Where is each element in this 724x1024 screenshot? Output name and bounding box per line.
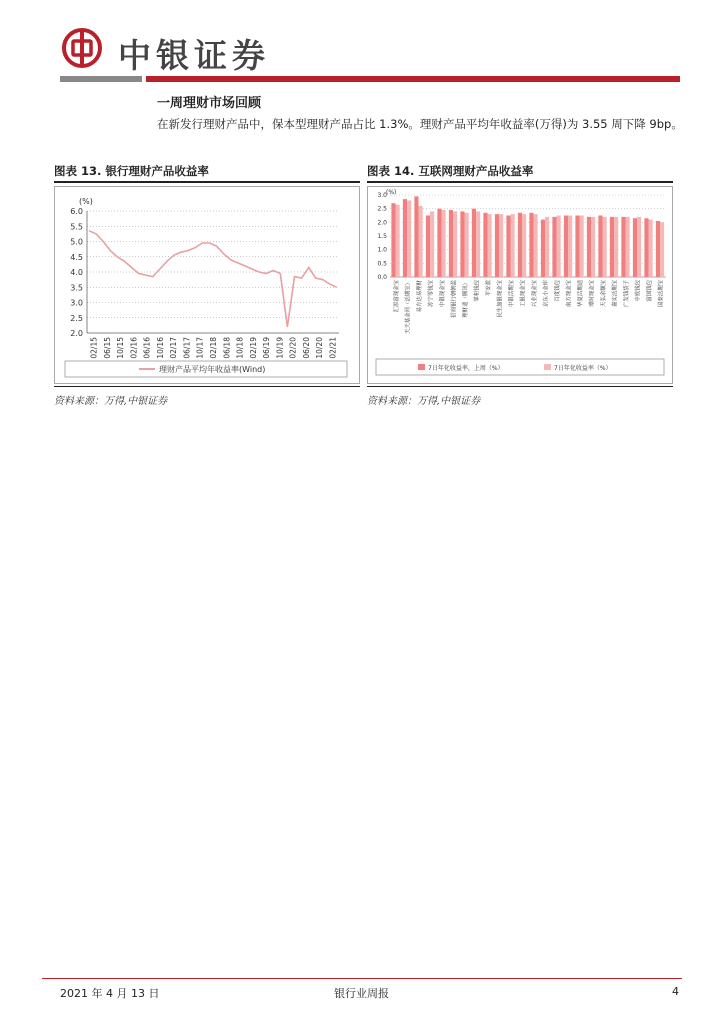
bank-of-china-logo-icon — [62, 28, 102, 68]
x-tick-label: 中银现金宝 — [439, 280, 446, 307]
x-tick-label: 02/18 — [209, 337, 218, 359]
bar — [637, 217, 641, 277]
x-tick-label: 苏宁零钱宝 — [428, 280, 435, 307]
x-tick-label: 华夏活期通 — [577, 280, 584, 307]
bar — [426, 216, 430, 278]
legend-swatch — [544, 364, 551, 370]
bar — [545, 217, 549, 277]
y-axis-unit-label: (%) — [386, 189, 397, 196]
footer-date: 2021 年 4 月 13 日 — [60, 987, 160, 1000]
bar — [541, 220, 545, 277]
x-tick-label: 10/18 — [235, 337, 245, 359]
y-tick-label: 4.5 — [70, 252, 83, 262]
bar — [407, 200, 411, 277]
x-tick-label: 06/16 — [142, 337, 152, 359]
bar — [472, 209, 476, 277]
x-tick-label: 理财通（腾讯） — [462, 280, 469, 318]
y-tick-label: 5.5 — [70, 222, 83, 232]
legend-label: 7日年化收益率（%） — [554, 365, 612, 372]
x-tick-label: 10/19 — [275, 337, 285, 359]
legend-label: 理财产品平均年收益率(Wind) — [159, 365, 266, 374]
series-line-rate — [89, 231, 337, 327]
bar — [403, 199, 407, 277]
legend-swatch — [418, 364, 425, 370]
footer-page-number: 4 — [672, 985, 679, 998]
figure-14-chart — [368, 187, 672, 383]
x-tick-label: 06/19 — [262, 337, 272, 359]
bar — [396, 205, 400, 277]
brand-name: 中银证券 — [118, 36, 270, 75]
y-tick-label: 3.0 — [70, 298, 83, 308]
bar — [587, 217, 591, 277]
header-rule-red — [146, 76, 680, 82]
y-tick-label: 0.5 — [377, 260, 387, 268]
x-tick-label: 中欧钱包 — [635, 280, 642, 302]
bar — [511, 214, 515, 277]
figure-14-source: 资料来源：万得,中银证券 — [367, 396, 481, 407]
bar — [476, 211, 480, 277]
y-tick-label: 3.5 — [70, 283, 83, 293]
bar — [626, 217, 630, 277]
bar — [495, 214, 499, 277]
figure-13-source: 资料来源：万得,中银证券 — [54, 396, 168, 407]
y-tick-label: 0.0 — [377, 274, 387, 281]
bar — [614, 217, 618, 277]
figure-14-title: 图表 14. 互联网理财产品收益率 — [367, 164, 534, 178]
bar — [649, 220, 653, 277]
y-tick-label: 6.0 — [70, 207, 83, 216]
x-tick-label: 10/20 — [315, 337, 325, 359]
header-rule-gray — [60, 76, 142, 82]
bar — [460, 211, 464, 277]
x-tick-label: 10/15 — [116, 337, 126, 359]
bar — [506, 216, 510, 278]
bar — [442, 210, 446, 277]
bar — [453, 211, 457, 277]
x-tick-label: 06/15 — [102, 337, 112, 359]
bar — [580, 216, 584, 278]
y-axis-unit-label: (%) — [79, 197, 93, 206]
figure-14-chart-frame — [367, 186, 673, 384]
legend-label: 7日年化收益率，上周（%） — [428, 365, 504, 372]
x-tick-label: 工银现金宝 — [520, 280, 527, 307]
bar — [557, 216, 561, 278]
bar — [522, 214, 526, 277]
bar — [591, 217, 595, 277]
figure-14-top-rule — [367, 181, 673, 183]
bar — [518, 213, 522, 277]
figure-14-bottom-rule — [367, 386, 673, 387]
bar — [430, 211, 434, 277]
x-tick-label: 02/15 — [89, 337, 99, 359]
x-tick-label: 京东小金库 — [543, 280, 550, 307]
bar — [488, 214, 492, 277]
bar — [499, 214, 503, 277]
y-tick-label: 2.5 — [70, 313, 83, 323]
x-tick-label: 百度钱包 — [554, 280, 561, 302]
x-tick-label: 06/17 — [182, 337, 192, 359]
footer-report-name: 银行业周报 — [334, 987, 389, 1000]
y-tick-label: 4.0 — [70, 268, 83, 277]
bar — [610, 217, 614, 277]
bar — [633, 218, 637, 277]
x-tick-label: 汇添富现金宝 — [393, 280, 400, 313]
x-tick-label: 10/17 — [195, 337, 205, 359]
bar — [603, 217, 607, 277]
x-tick-label: 02/16 — [129, 337, 139, 359]
y-tick-label: 1.5 — [377, 233, 387, 240]
bar — [449, 210, 453, 277]
figure-13-bottom-rule — [54, 386, 360, 387]
x-tick-label: 掌柜钱包 — [474, 280, 481, 302]
x-tick-label: 天弘余额宝 — [600, 280, 607, 307]
x-tick-label: 兴业现金宝 — [531, 280, 538, 307]
x-tick-label: 广发钱袋子 — [623, 280, 630, 307]
y-tick-label: 2.0 — [377, 219, 387, 227]
y-tick-label: 2.5 — [377, 205, 387, 213]
y-tick-label: 5.0 — [70, 237, 83, 247]
bar — [414, 196, 418, 277]
bar — [534, 214, 538, 277]
figure-13-top-rule — [54, 181, 360, 183]
x-tick-label: 天天基金网（活期宝） — [405, 280, 412, 334]
x-tick-label: 10/16 — [155, 337, 165, 359]
x-tick-label: 富国钱包 — [646, 280, 653, 302]
x-tick-label: 平安盈 — [485, 280, 492, 297]
x-tick-label: 06/18 — [222, 337, 232, 359]
bar — [391, 203, 395, 277]
x-tick-label: 02/17 — [169, 337, 179, 359]
bar — [437, 209, 441, 277]
bar — [552, 217, 556, 277]
bar — [621, 217, 625, 277]
bar — [660, 222, 664, 277]
x-tick-label: 南方现金宝 — [566, 280, 573, 307]
y-tick-label: 3.0 — [377, 192, 387, 199]
x-tick-label: 博时现金宝 — [589, 280, 596, 307]
x-tick-label: 06/20 — [301, 337, 311, 359]
x-tick-label: 02/19 — [248, 337, 258, 359]
bar — [644, 218, 648, 277]
bar — [465, 213, 469, 277]
x-tick-label: 嘉实活期宝 — [612, 280, 619, 307]
y-tick-label: 2.0 — [70, 329, 83, 338]
body-paragraph: 在新发行理财产品中，保本型理财产品占比 1.3%。理财产品平均年收益率(万得)为 3.55 周下降 9bp。 — [157, 117, 683, 131]
figure-13-chart-frame — [54, 186, 360, 384]
x-tick-label: 02/20 — [288, 337, 298, 359]
footer-rule — [42, 978, 682, 979]
bar — [568, 216, 572, 278]
x-tick-label: 02/21 — [328, 337, 338, 359]
bar — [598, 216, 602, 278]
bar — [419, 206, 423, 277]
bar — [529, 213, 533, 277]
bar — [564, 216, 568, 278]
bar — [656, 221, 660, 277]
figure-13-title: 图表 13. 银行理财产品收益率 — [54, 164, 209, 178]
x-tick-label: 招商银行朝朝盈 — [451, 280, 458, 318]
x-tick-label: 民生加银现金宝 — [497, 280, 504, 318]
bar — [483, 213, 487, 277]
x-tick-label: 易方达易理财 — [416, 280, 423, 313]
y-tick-label: 1.0 — [377, 246, 387, 254]
bar — [575, 216, 579, 278]
figure-13-chart — [55, 187, 359, 383]
section-title: 一周理财市场回顾 — [157, 96, 262, 111]
x-tick-label: 国泰活期宝 — [658, 280, 665, 307]
x-tick-label: 中银活期宝 — [508, 280, 515, 307]
